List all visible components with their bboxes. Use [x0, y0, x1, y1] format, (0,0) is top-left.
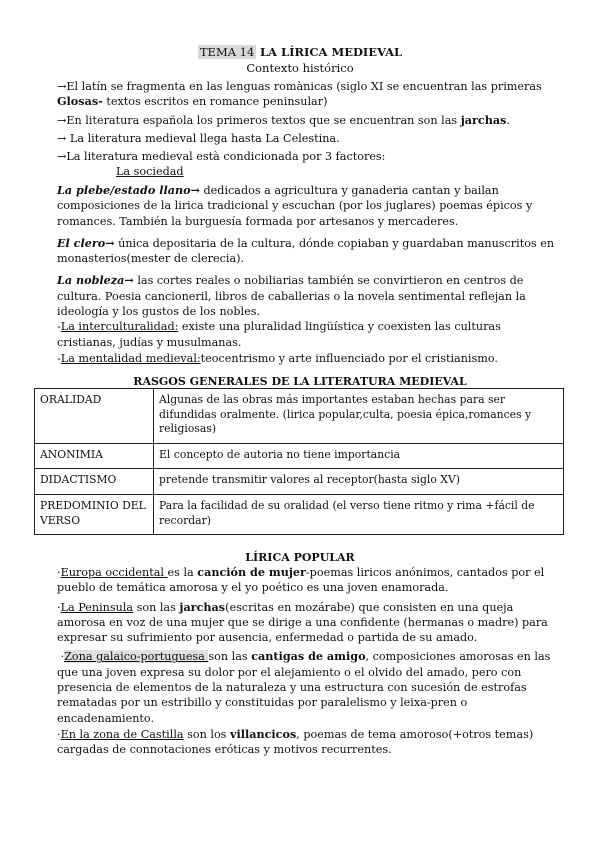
paragraph-interculturalidad — [57, 319, 557, 350]
europa-text-a: es la — [167, 566, 198, 579]
paragraph-celestina: → La literatura medieval llega hasta La Celestina. — [57, 131, 340, 145]
title-text: LA LÍRICA MEDIEVAL — [259, 45, 403, 59]
table-row — [35, 494, 564, 534]
mentalidad-text: teocentrismo y arte influenciado por el cristianismo. — [200, 351, 498, 365]
paragraph-clero — [57, 236, 557, 267]
castilla-text-a: son los — [183, 727, 230, 741]
rasgos-table — [34, 388, 564, 535]
paragraph-latin — [57, 79, 557, 110]
tema-number: TEMA 14 — [199, 45, 255, 59]
table-row — [35, 389, 564, 444]
paragraph-castilla — [57, 727, 562, 758]
clero-term: El clero→ — [57, 235, 115, 250]
peninsula-text: (escritas en mozárabe) que consisten en una queja amorosa en voz de una mujer que se dirige a una confidente (hermanas o madre) para expresar su sufrimiento por ausencia, enfermedad o partida de su amado. — [57, 600, 548, 645]
plebe-text: dedicados a agricultura y ganaderia cantan y bailan composiciones de la lirica tradicional y escuchan (por los juglares) poemas épicos y romances. También la burguesía formada por artesanos y mercaderes. — [57, 184, 533, 228]
table-cell-desc: pretende transmitir valores al receptor(hasta siglo XV) — [154, 469, 564, 495]
paragraph-nobleza — [57, 273, 557, 319]
mental-dash: - — [57, 351, 61, 365]
table-cell-term: PREDOMINIO DEL VERSO — [35, 494, 154, 534]
jarchas-term: jarchas — [460, 112, 507, 127]
europa-text: -poemas liricos anónimos, cantados por el pueblo de temática amorosa y el yo poético es una joven enamorada. — [57, 566, 545, 595]
table-title: RASGOS GENERALES DE LA LITERATURA MEDIEVAL — [133, 375, 467, 388]
table-row — [35, 443, 564, 469]
sociedad-section — [57, 183, 557, 366]
villancicos-term: villancicos — [229, 726, 297, 741]
paragraph-jarchas — [57, 113, 557, 128]
cancion-term: canción de mujer — [197, 565, 306, 579]
jarchas-bold: jarchas — [179, 599, 226, 614]
paragraph-galaico — [57, 649, 562, 725]
clero-text: única depositaria de la cultura, dónde copiaban y guardaban manuscritos en monasterios(mester de clerecia). — [57, 236, 555, 266]
contexto-section — [57, 79, 557, 180]
table-cell-desc: Para la facilidad de su oralidad (el verso tiene ritmo y rima +fácil de recordar) — [154, 494, 564, 534]
castilla-text: , poemas de tema amoroso(+otros temas) cargadas de connotaciones eróticas y motivos recurrentes. — [57, 727, 534, 757]
interculturalidad-term: La interculturalidad: — [60, 320, 179, 334]
cantigas-term: cantigas de amigo — [251, 649, 366, 664]
castilla-dot: · — [57, 727, 61, 741]
inter-dash: - — [57, 320, 61, 334]
paragraph-europa — [57, 565, 562, 596]
section-subtitle: Contexto histórico — [246, 61, 354, 75]
paragraph-jarchas-text: →En literatura española los primeros textos que se encuentran son las — [57, 113, 461, 127]
lirica-popular-title: LÍRICA POPULAR — [245, 551, 355, 564]
paragraph-factores: →La literatura medieval està condicionada por 3 factores: — [57, 150, 386, 164]
peninsula-term: La Peninsula — [60, 600, 134, 614]
mentalidad-term: La mentalidad medieval: — [60, 351, 201, 365]
peninsula-text-a: son las — [133, 600, 180, 614]
table-cell-desc: Algunas de las obras más importantes estaban hechas para ser difundidas oralmente. (lirica popular,culta, poesia épica,romances y religiosas) — [154, 389, 564, 444]
paragraph-peninsula — [57, 600, 562, 646]
galaico-dot: · — [60, 650, 65, 664]
table-cell-desc: El concepto de autoria no tiene importancia — [154, 443, 564, 469]
galaico-term: Zona galaico-portuguesa — [64, 650, 209, 664]
paragraph-latin-text-2: textos escritos en romance peninsular) — [102, 95, 328, 109]
paragraph-jarchas-end: . — [506, 113, 510, 127]
interculturalidad-text: existe una pluralidad lingüística y coexisten las culturas cristianas, judías y musulmanas. — [57, 320, 501, 349]
table-cell-term: DIDACTISMO — [35, 469, 154, 495]
lirica-section — [57, 565, 562, 758]
paragraph-mentalidad — [57, 351, 557, 366]
glosas-term: Glosas- — [57, 94, 103, 109]
europa-dot: · — [57, 566, 61, 579]
table-row — [35, 469, 564, 495]
europa-term: Europa occidental — [60, 566, 168, 579]
document-title — [0, 45, 600, 60]
sociedad-heading: La sociedad — [116, 165, 184, 179]
paragraph-plebe — [57, 183, 557, 229]
castilla-term: En la zona de Castilla — [60, 727, 184, 741]
peninsula-dot: · — [57, 600, 61, 614]
galaico-text-a: son las — [208, 650, 252, 664]
nobleza-text: las cortes reales o nobiliarias también se convirtieron en centros de cultura. Poesia cancioneril, libros de caballerias o la novela sentimental reflejan la ideología y los gustos de los nobles. — [57, 274, 526, 319]
table-cell-term: ORALIDAD — [35, 389, 154, 444]
paragraph-latin-text: →El latín se fragmenta en las lenguas romànicas (siglo XI se encuentran las primeras — [57, 80, 542, 93]
nobleza-term: La nobleza→ — [57, 273, 134, 288]
table-cell-term: ANONIMIA — [35, 443, 154, 469]
galaico-text: , composiciones amorosas en las que una joven expresa su dolor por el alejamiento o el olvido del amado, pero con presencia de elementos de la naturaleza y una estructura con sucesión de estrofas rematadas por un estribillo y constituidas por paralelismo y leixa-pren o encadenamiento. — [57, 650, 551, 725]
plebe-term: La plebe/estado llano→ — [57, 183, 200, 197]
